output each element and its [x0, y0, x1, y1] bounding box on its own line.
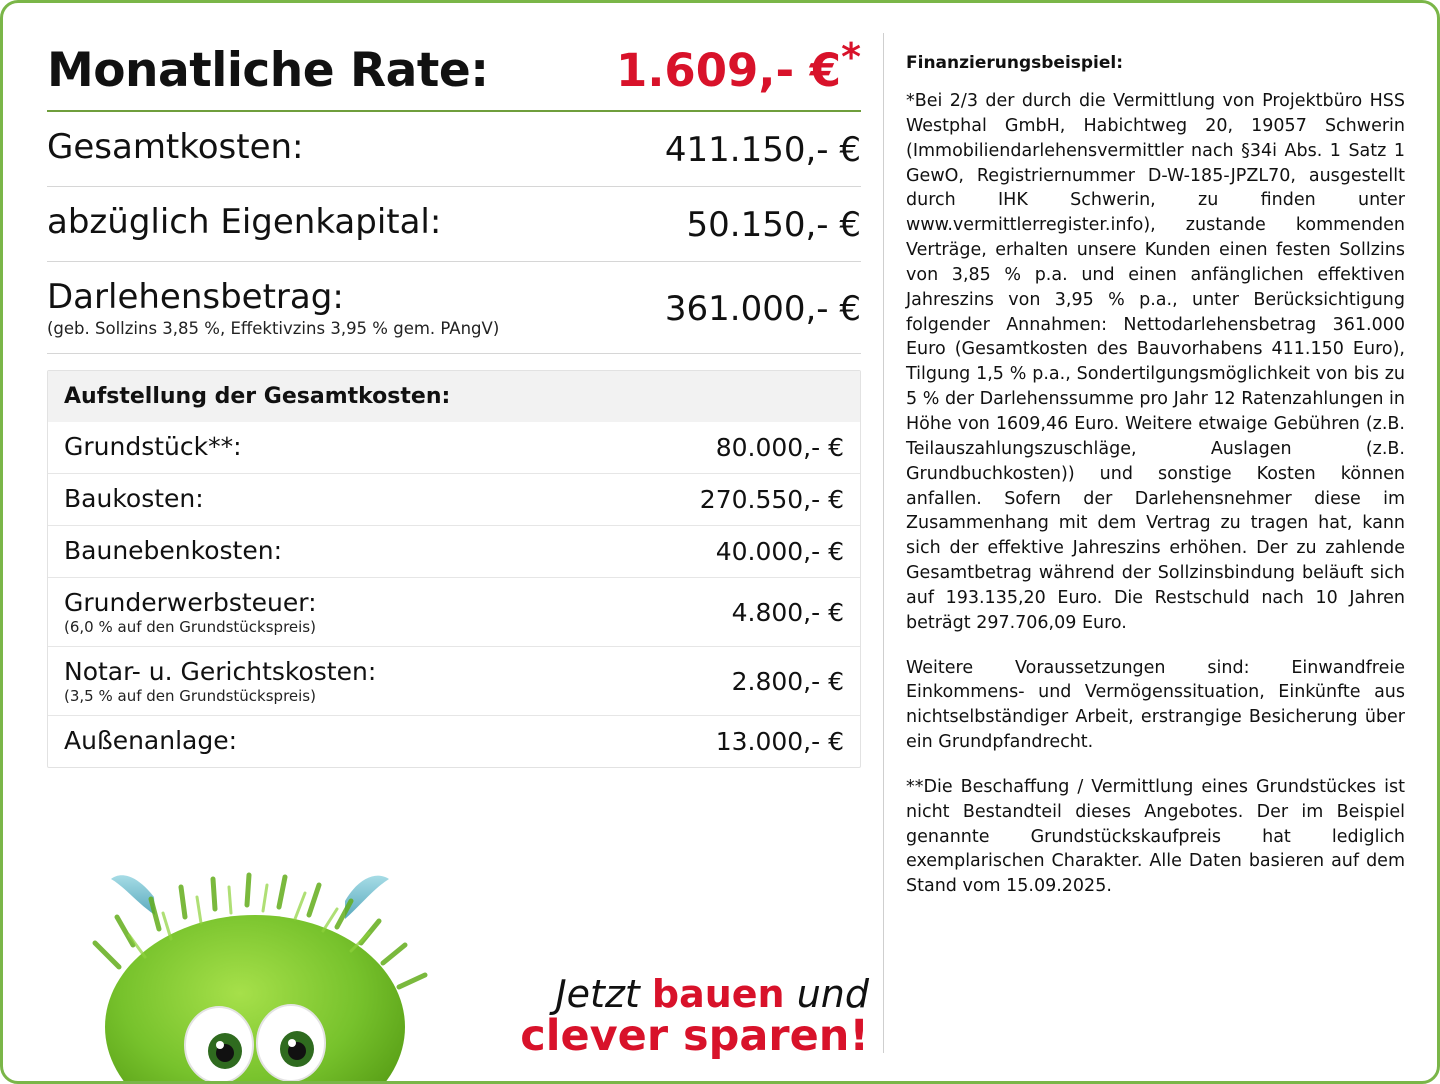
table-row-notary — [48, 646, 860, 715]
construction-value: 270.550,- € — [699, 485, 844, 514]
table-row-outdoor — [48, 715, 860, 767]
plot-value: 80.000,- € — [715, 433, 844, 462]
slogan-word-und: und — [784, 971, 869, 1016]
slogan — [520, 971, 869, 1062]
footnote-star-rate: * — [841, 35, 861, 79]
transfer-tax-note: (6,0 % auf den Grundstückspreis) — [64, 617, 316, 636]
table-row-construction — [48, 473, 860, 525]
transfer-tax-label-text: Grunderwerbsteuer: — [64, 588, 317, 617]
slogan-line-1 — [520, 971, 869, 1016]
slogan-word-bauen: bauen — [651, 971, 785, 1016]
financing-paragraph-3: **Die Beschaffung / Vermittlung eines Grundstückes ist nicht Bestandteil dieses Angebotes. Der im Beispiel genannte Grundstückskaufpreis hat lediglich exemplarischen Charakter. Alle Daten basieren auf dem Stand vom 15.09.2025. — [906, 776, 1405, 897]
equity-value: 50.150,- € — [686, 205, 861, 245]
monthly-rate-label: Monatliche Rate: — [47, 43, 489, 98]
content-columns — [3, 3, 1437, 1081]
outdoor-value: 13.000,- € — [715, 727, 844, 756]
total-costs-label: Gesamtkosten: — [47, 127, 304, 167]
loan-amount-label — [47, 277, 500, 338]
transfer-tax-value: 4.800,- € — [731, 597, 844, 627]
financing-paragraph-1: *Bei 2/3 der durch die Vermittlung von Projektbüro HSS Westphal GmbH, Habichtweg 20, 19057 Schwerin (Immobiliendarlehensvermittler nach §34i Abs. 1 Satz 1 GewO, Registriernummer D-W-185-JPZL70, ausgestellt durch IHK Schwerin, zu finden unter www.vermittlerregister.info), zustande kommenden Verträge, erhalten unsere Kunden einen festen Sollzins von 3,85 % p.a. und einen anfänglichen effektiven Jahreszins von 3,95 % p.a., unter Berücksichtigung folgender Annahmen: Nettodarlehensbetrag 361.000 Euro (Gesamtkosten des Bauvorhabens 411.150 Euro), Tilgung 1,5 % p.a., Sondertilgungsmöglichkeit von bis zu 5 % der Darlehenssumme pro Jahr 12 Ratenzahlungen in Höhe von 1609,46 Euro. Weitere etwaige Gebühren (z.B. Teilauszahlungszuschläge, Auslagen (z.B. Grundbuchkosten)) und sonstige Kosten können anfallen. Sofern der Darlehensnehmer diese im Zusammenhang mit dem Vertrag zu tragen hat, kann sich der effektive Jahreszins erhöhen. Der zu zahlende Gesamtbetrag während der Sollzinsbindung beläuft sich auf 193.135,20 Euro. Die Restschuld nach 10 Jahren beträgt 297.706,09 Euro. — [906, 91, 1405, 633]
notary-label-text: Notar- u. Gerichtskosten: — [64, 657, 377, 686]
loan-amount-value: 361.000,- € — [664, 288, 861, 329]
financing-example-title: Finanzierungsbeispiel: — [906, 53, 1124, 73]
equity-label: abzüglich Eigenkapital: — [47, 202, 442, 242]
mascot-body — [95, 875, 425, 1084]
table-row-transfer-tax — [48, 577, 860, 646]
monthly-rate-amount: 1.609,- € — [616, 44, 842, 97]
slogan-line-2 — [520, 1011, 869, 1062]
construction-label: Baukosten: — [64, 484, 204, 513]
notary-label — [64, 658, 376, 704]
cost-breakdown-table — [47, 370, 861, 768]
monthly-rate-value — [616, 35, 861, 97]
ancillary-value: 40.000,- € — [715, 537, 844, 566]
mascot-eyes — [185, 1005, 325, 1083]
table-row-ancillary — [48, 525, 860, 577]
table-row-plot — [48, 422, 860, 473]
financing-paragraph-2: Weitere Voraussetzungen sind: Einwandfreie Einkommens- und Vermögenssituation, Einkünfte aus nichtselbständiger Arbeit, erstrangige Besicherung über ein Grundpfandrecht. — [906, 657, 1405, 753]
cost-breakdown-header: Aufstellung der Gesamtkosten: — [48, 371, 860, 422]
cost-summary-column — [29, 29, 877, 1081]
mascot-illustration — [59, 857, 479, 1084]
outdoor-label: Außenanlage: — [64, 726, 238, 755]
equity-row — [41, 187, 867, 261]
plot-label: Grundstück**: — [64, 432, 242, 461]
mascot-ears — [111, 875, 389, 919]
loan-amount-note: (geb. Sollzins 3,85 %, Effektivzins 3,95 % gem. PAngV) — [47, 318, 500, 338]
loan-amount-label-text: Darlehensbetrag: — [47, 277, 344, 317]
total-costs-value: 411.150,- € — [664, 130, 861, 170]
divider-3 — [47, 353, 861, 354]
total-costs-row — [41, 112, 867, 186]
slogan-line-2-text: clever sparen! — [520, 1011, 869, 1062]
column-divider — [883, 33, 884, 1053]
loan-amount-row — [41, 262, 867, 353]
notary-note: (3,5 % auf den Grundstückspreis) — [64, 686, 316, 705]
ancillary-label: Baunebenkosten: — [64, 536, 282, 565]
notary-value: 2.800,- € — [731, 666, 844, 696]
transfer-tax-label — [64, 589, 317, 635]
slogan-word-jetzt: Jetzt — [555, 971, 652, 1016]
financing-example-column — [906, 29, 1411, 1081]
monthly-rate-row — [41, 29, 867, 104]
